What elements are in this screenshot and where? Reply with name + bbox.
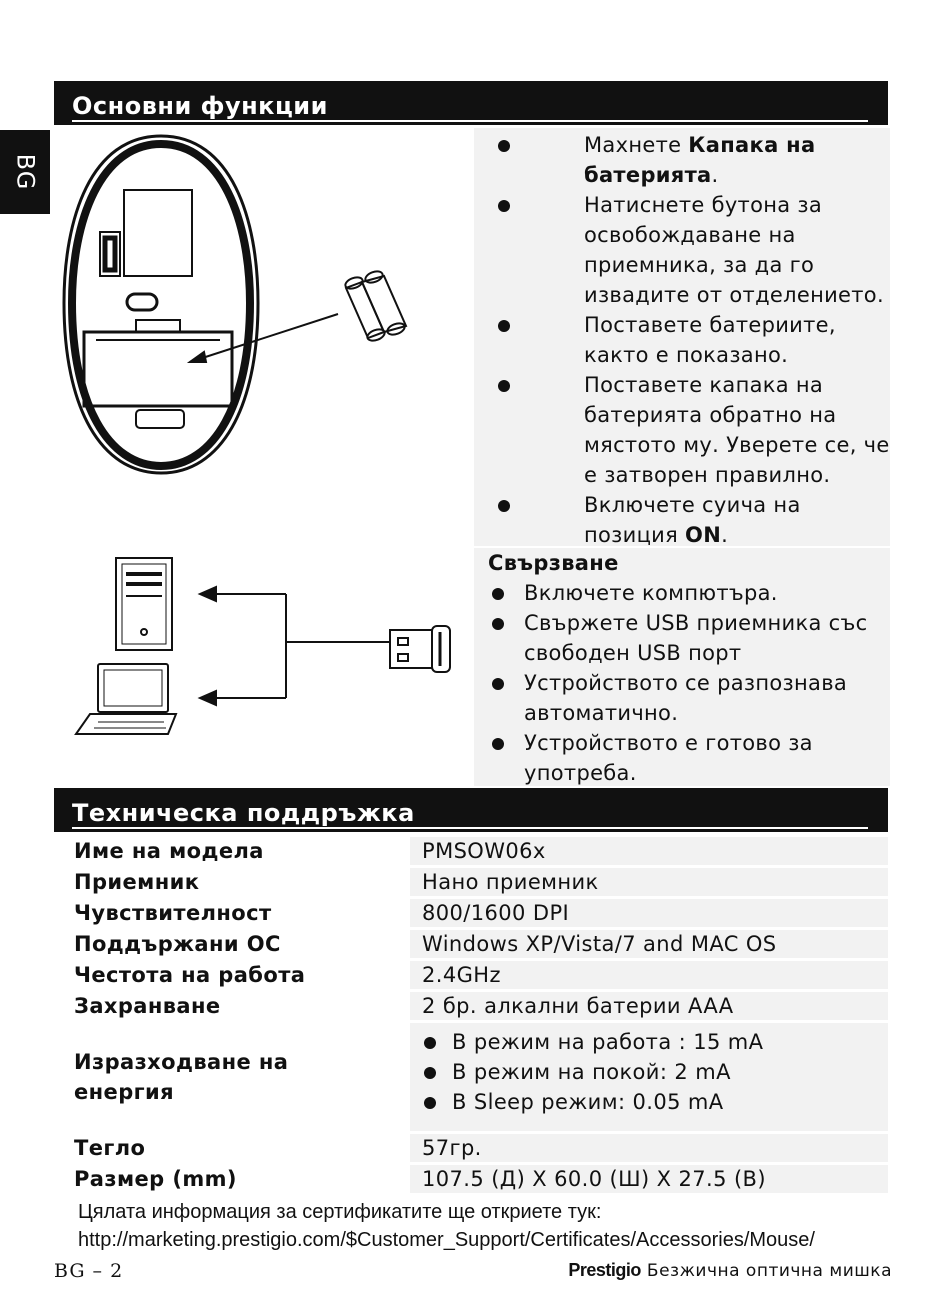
spec-value: 800/1600 DPI [410, 899, 888, 927]
footer-product [568, 1260, 892, 1281]
language-tab [0, 130, 50, 214]
power-item: В режим на работа : 15 mA [422, 1027, 888, 1057]
spec-value: Нано приемник [410, 868, 888, 896]
product-name: Безжична оптична мишка [646, 1261, 892, 1281]
certificate-text: Цялата информация за сертификатите ще откриете тук: [78, 1201, 602, 1223]
spec-key: Поддържани ОС [54, 930, 410, 958]
spec-value: 2.4GHz [410, 961, 888, 989]
connection-list [474, 578, 890, 788]
spec-row [54, 930, 888, 958]
spec-value: 57гр. [410, 1134, 888, 1162]
spec-key: Име на модела [54, 837, 410, 865]
steps-list [474, 128, 890, 550]
certificate-info [78, 1198, 918, 1254]
connection-arrows [200, 587, 390, 705]
spec-row [54, 1023, 888, 1131]
spec-key: Тегло [54, 1134, 410, 1162]
spec-value: 107.5 (Д) X 60.0 (Ш) X 27.5 (В) [410, 1165, 888, 1193]
spec-key: Изразходване на енергия [54, 1023, 410, 1131]
connection-item: Устройството се разпознава автоматично. [474, 668, 890, 728]
spec-key: Размер (mm) [54, 1165, 410, 1193]
power-item: В режим на покой: 2 mA [422, 1057, 888, 1087]
power-item: В Sleep режим: 0.05 mA [422, 1087, 888, 1117]
spec-value-list [410, 1023, 888, 1131]
connection-item: Свържете USB приемника със свободен USB порт [474, 608, 890, 668]
spec-row [54, 961, 888, 989]
connection-title: Свързване [488, 551, 619, 575]
spec-table [54, 834, 888, 1196]
step-item: Махнете Капака на батерията. [474, 130, 890, 190]
spec-row [54, 1134, 888, 1162]
spec-row [54, 899, 888, 927]
step-item: Натиснете бутона за освобождаване на приемника, за да го извадите от отделението. [474, 190, 890, 310]
usb-receiver-icon [390, 626, 450, 672]
spec-value: PMSOW06x [410, 837, 888, 865]
step-item: Включете суича на позиция ON. [474, 490, 890, 550]
aaa-battery-icon [344, 269, 406, 343]
section-title: Техническа поддръжка [72, 799, 868, 829]
section-header-tech-support [54, 788, 888, 832]
spec-key: Чувствителност [54, 899, 410, 927]
mouse-battery-illustration [56, 128, 472, 480]
desktop-pc-icon [116, 558, 172, 650]
spec-value: 2 бр. алкални батерии AAA [410, 992, 888, 1020]
spec-row [54, 868, 888, 896]
step-item: Поставете капака на батерията обратно на мястото му. Уверете се, че е затворен правилно. [474, 370, 890, 490]
spec-key: Приемник [54, 868, 410, 896]
steps-panel [474, 128, 890, 546]
spec-row [54, 837, 888, 865]
laptop-icon [76, 664, 176, 734]
page-number: BG – 2 [54, 1260, 124, 1282]
spec-value: Windows XP/Vista/7 and MAC OS [410, 930, 888, 958]
section-header-basic-functions [54, 81, 888, 125]
connection-panel [474, 548, 890, 786]
connection-item: Устройството е готово за употреба. [474, 728, 890, 788]
spec-key: Честота на работа [54, 961, 410, 989]
language-tab-label: BG [10, 153, 39, 191]
step-item: Поставете батериите, както е показано. [474, 310, 890, 370]
connection-illustration [56, 550, 472, 786]
section-title: Основни функции [72, 92, 868, 122]
spec-key: Захранване [54, 992, 410, 1020]
spec-row [54, 992, 888, 1020]
certificate-link[interactable]: http://marketing.prestigio.com/$Customer_Support/Certificates/Accessories/Mouse/ [78, 1229, 815, 1251]
brand-logo: Prestigio [568, 1260, 641, 1280]
connection-item: Включете компютъра. [474, 578, 890, 608]
spec-row [54, 1165, 888, 1193]
